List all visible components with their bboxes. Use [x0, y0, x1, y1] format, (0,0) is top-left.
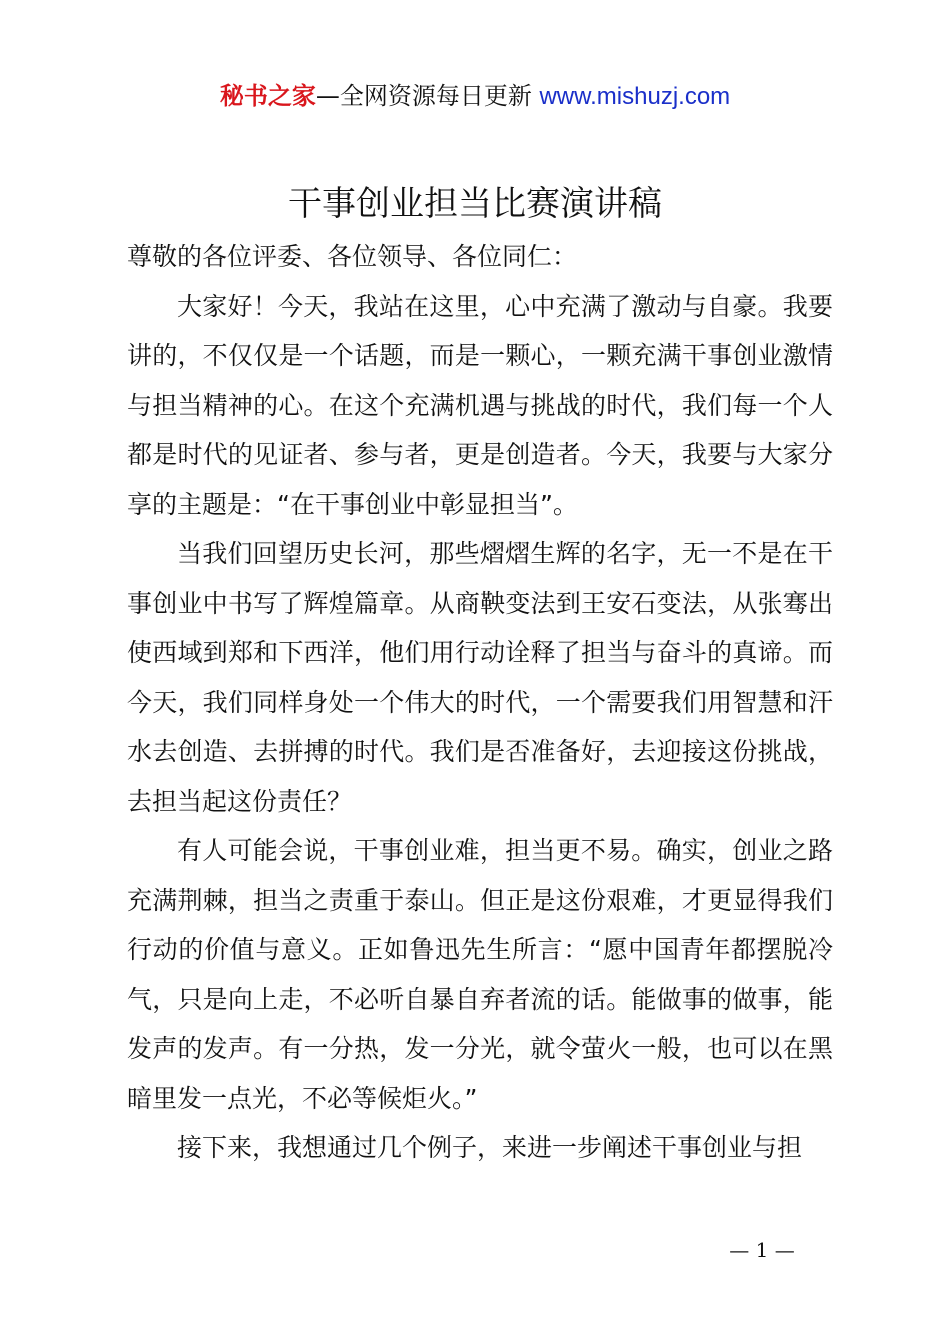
- brand-name: 秘书之家: [219, 82, 316, 110]
- document-body: [127, 232, 833, 1173]
- site-url[interactable]: www.mishuzj.com: [539, 83, 731, 110]
- page-number: — 1 —: [729, 1238, 795, 1262]
- paragraph-2: 当我们回望历史长河，那些熠熠生辉的名字，无一不是在干事创业中书写了辉煌篇章。从商鞅变法到王安石变法，从张骞出使西域到郑和下西洋，他们用行动诠释了担当与奋斗的真谛。而今天，我们同样身处一个伟大的时代，一个需要我们用智慧和汗水去创造、去拼搏的时代。我们是否准备好，去迎接这份挑战，去担当起这份责任？: [127, 539, 833, 816]
- document-title: 干事创业担当比赛演讲稿: [288, 184, 662, 224]
- site-header: [0, 80, 950, 113]
- paragraph-1: 大家好！今天，我站在这里，心中充满了激动与自豪。我要讲的，不仅仅是一个话题，而是一颗心，一颗充满干事创业激情与担当精神的心。在这个充满机遇与挑战的时代，我们每一个人都是时代的见证者、参与者，更是创造者。今天，我要与大家分享的主题是：“在干事创业中彰显担当”。: [127, 291, 833, 519]
- paragraph-4: 接下来，我想通过几个例子，来进一步阐述干事创业与担: [177, 1133, 803, 1162]
- paragraph-3: 有人可能会说，干事创业难，担当更不易。确实，创业之路充满荆棘，担当之责重于泰山。但正是这份艰难，才更显得我们行动的价值与意义。正如鲁迅先生所言：“愿中国青年都摆脱冷气，只是向上走，不必听自暴自弃者流的话。能做事的做事，能发声的发声。有一分热，发一分光，就令萤火一般，也可以在黑暗里发一点光，不必等候炬火。”: [127, 836, 833, 1113]
- header-slogan: —全网资源每日更新: [315, 82, 532, 110]
- salutation: 尊敬的各位评委、各位领导、各位同仁：: [127, 242, 578, 271]
